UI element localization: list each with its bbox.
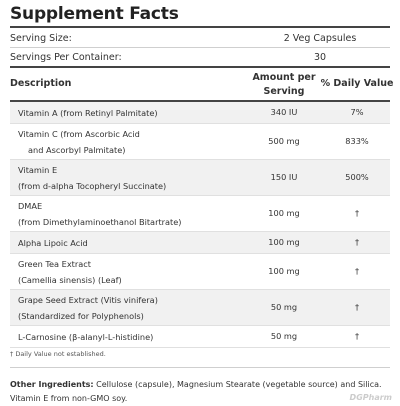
servings-per-container-value: 30 [313, 52, 327, 63]
nutrient-name [18, 329, 153, 345]
nutrient-name-line: (Standardized for Polyphenols) [18, 311, 144, 321]
column-header-amount [247, 71, 321, 99]
table-row [10, 326, 390, 348]
table-row [10, 254, 390, 290]
table-row [10, 196, 390, 232]
daily-value: † [354, 331, 360, 341]
column-header-description: Description [10, 78, 72, 89]
nutrient-name [18, 105, 158, 121]
daily-value: 833% [345, 136, 369, 146]
amount-per-serving: 50 mg [270, 331, 298, 341]
nutrient-name-line: (Camellia sinensis) (Leaf) [18, 275, 122, 285]
servings-per-container-label: Servings Per Container: [10, 52, 122, 63]
nutrient-name-line: Vitamin E [18, 165, 58, 175]
amount-per-serving: 500 mg [268, 136, 300, 146]
daily-value: † [354, 208, 360, 218]
daily-value: † [354, 266, 360, 276]
other-ingredients [10, 378, 395, 406]
supplement-facts-table [10, 102, 390, 348]
daily-value: † [354, 302, 360, 312]
footer-divider [10, 367, 390, 368]
nutrient-name-line: Alpha Lipoic Acid [18, 238, 88, 248]
nutrient-name [18, 235, 88, 251]
nutrient-name [18, 126, 140, 158]
daily-value: 7% [350, 107, 364, 117]
supplement-facts-title: Supplement Facts [10, 4, 179, 24]
table-row [10, 232, 390, 254]
title-divider [10, 26, 390, 28]
serving-size-label: Serving Size: [10, 33, 72, 44]
daily-value: 500% [345, 172, 369, 182]
daily-value: † [354, 237, 360, 247]
amount-per-serving: 340 IU [270, 107, 298, 117]
column-header-amount-line1: Amount per [252, 72, 316, 83]
nutrient-name-line: Grape Seed Extract (Vitis vinifera) [18, 295, 158, 305]
amount-per-serving: 100 mg [268, 208, 300, 218]
other-ingredients-note: Vitamin E from non-GMO soy. [10, 394, 128, 403]
nutrient-name [18, 162, 166, 194]
other-ingredients-text: Cellulose (capsule), Magnesium Stearate (vegetable source) and Silica. [93, 380, 382, 389]
nutrient-name-line: Vitamin C (from Ascorbic Acid [18, 129, 140, 139]
other-ingredients-label: Other Ingredients: [10, 380, 94, 389]
table-row [10, 124, 390, 160]
nutrient-name-line: and Ascorbyl Palmitate) [28, 145, 126, 155]
servings-divider [10, 66, 390, 68]
table-row [10, 102, 390, 124]
nutrient-name-line: Green Tea Extract [18, 259, 91, 269]
column-header-amount-line2: Serving [263, 86, 305, 97]
watermark-logo: DGPharm [349, 393, 392, 402]
nutrient-name-line: (from Dimethylaminoethanol Bitartrate) [18, 217, 182, 227]
amount-per-serving: 150 IU [270, 172, 298, 182]
footnote: † Daily Value not established. [10, 350, 106, 358]
table-row [10, 290, 390, 326]
nutrient-name-line: DMAE [18, 201, 43, 211]
nutrient-name [18, 292, 158, 324]
serving-size-value: 2 Veg Capsules [283, 33, 357, 44]
amount-per-serving: 100 mg [268, 237, 300, 247]
nutrient-name-line: (from d-alpha Tocopheryl Succinate) [18, 181, 167, 191]
nutrient-name [18, 198, 181, 230]
nutrient-name [18, 256, 122, 288]
nutrient-name-line: Vitamin A (from Retinyl Palmitate) [18, 108, 158, 118]
table-row [10, 160, 390, 196]
amount-per-serving: 100 mg [268, 266, 300, 276]
amount-per-serving: 50 mg [270, 302, 298, 312]
nutrient-name-line: L-Carnosine (β-alanyl-L-histidine) [18, 332, 154, 342]
column-header-daily-value: % Daily Value [320, 78, 394, 89]
serving-size-divider [10, 47, 390, 48]
